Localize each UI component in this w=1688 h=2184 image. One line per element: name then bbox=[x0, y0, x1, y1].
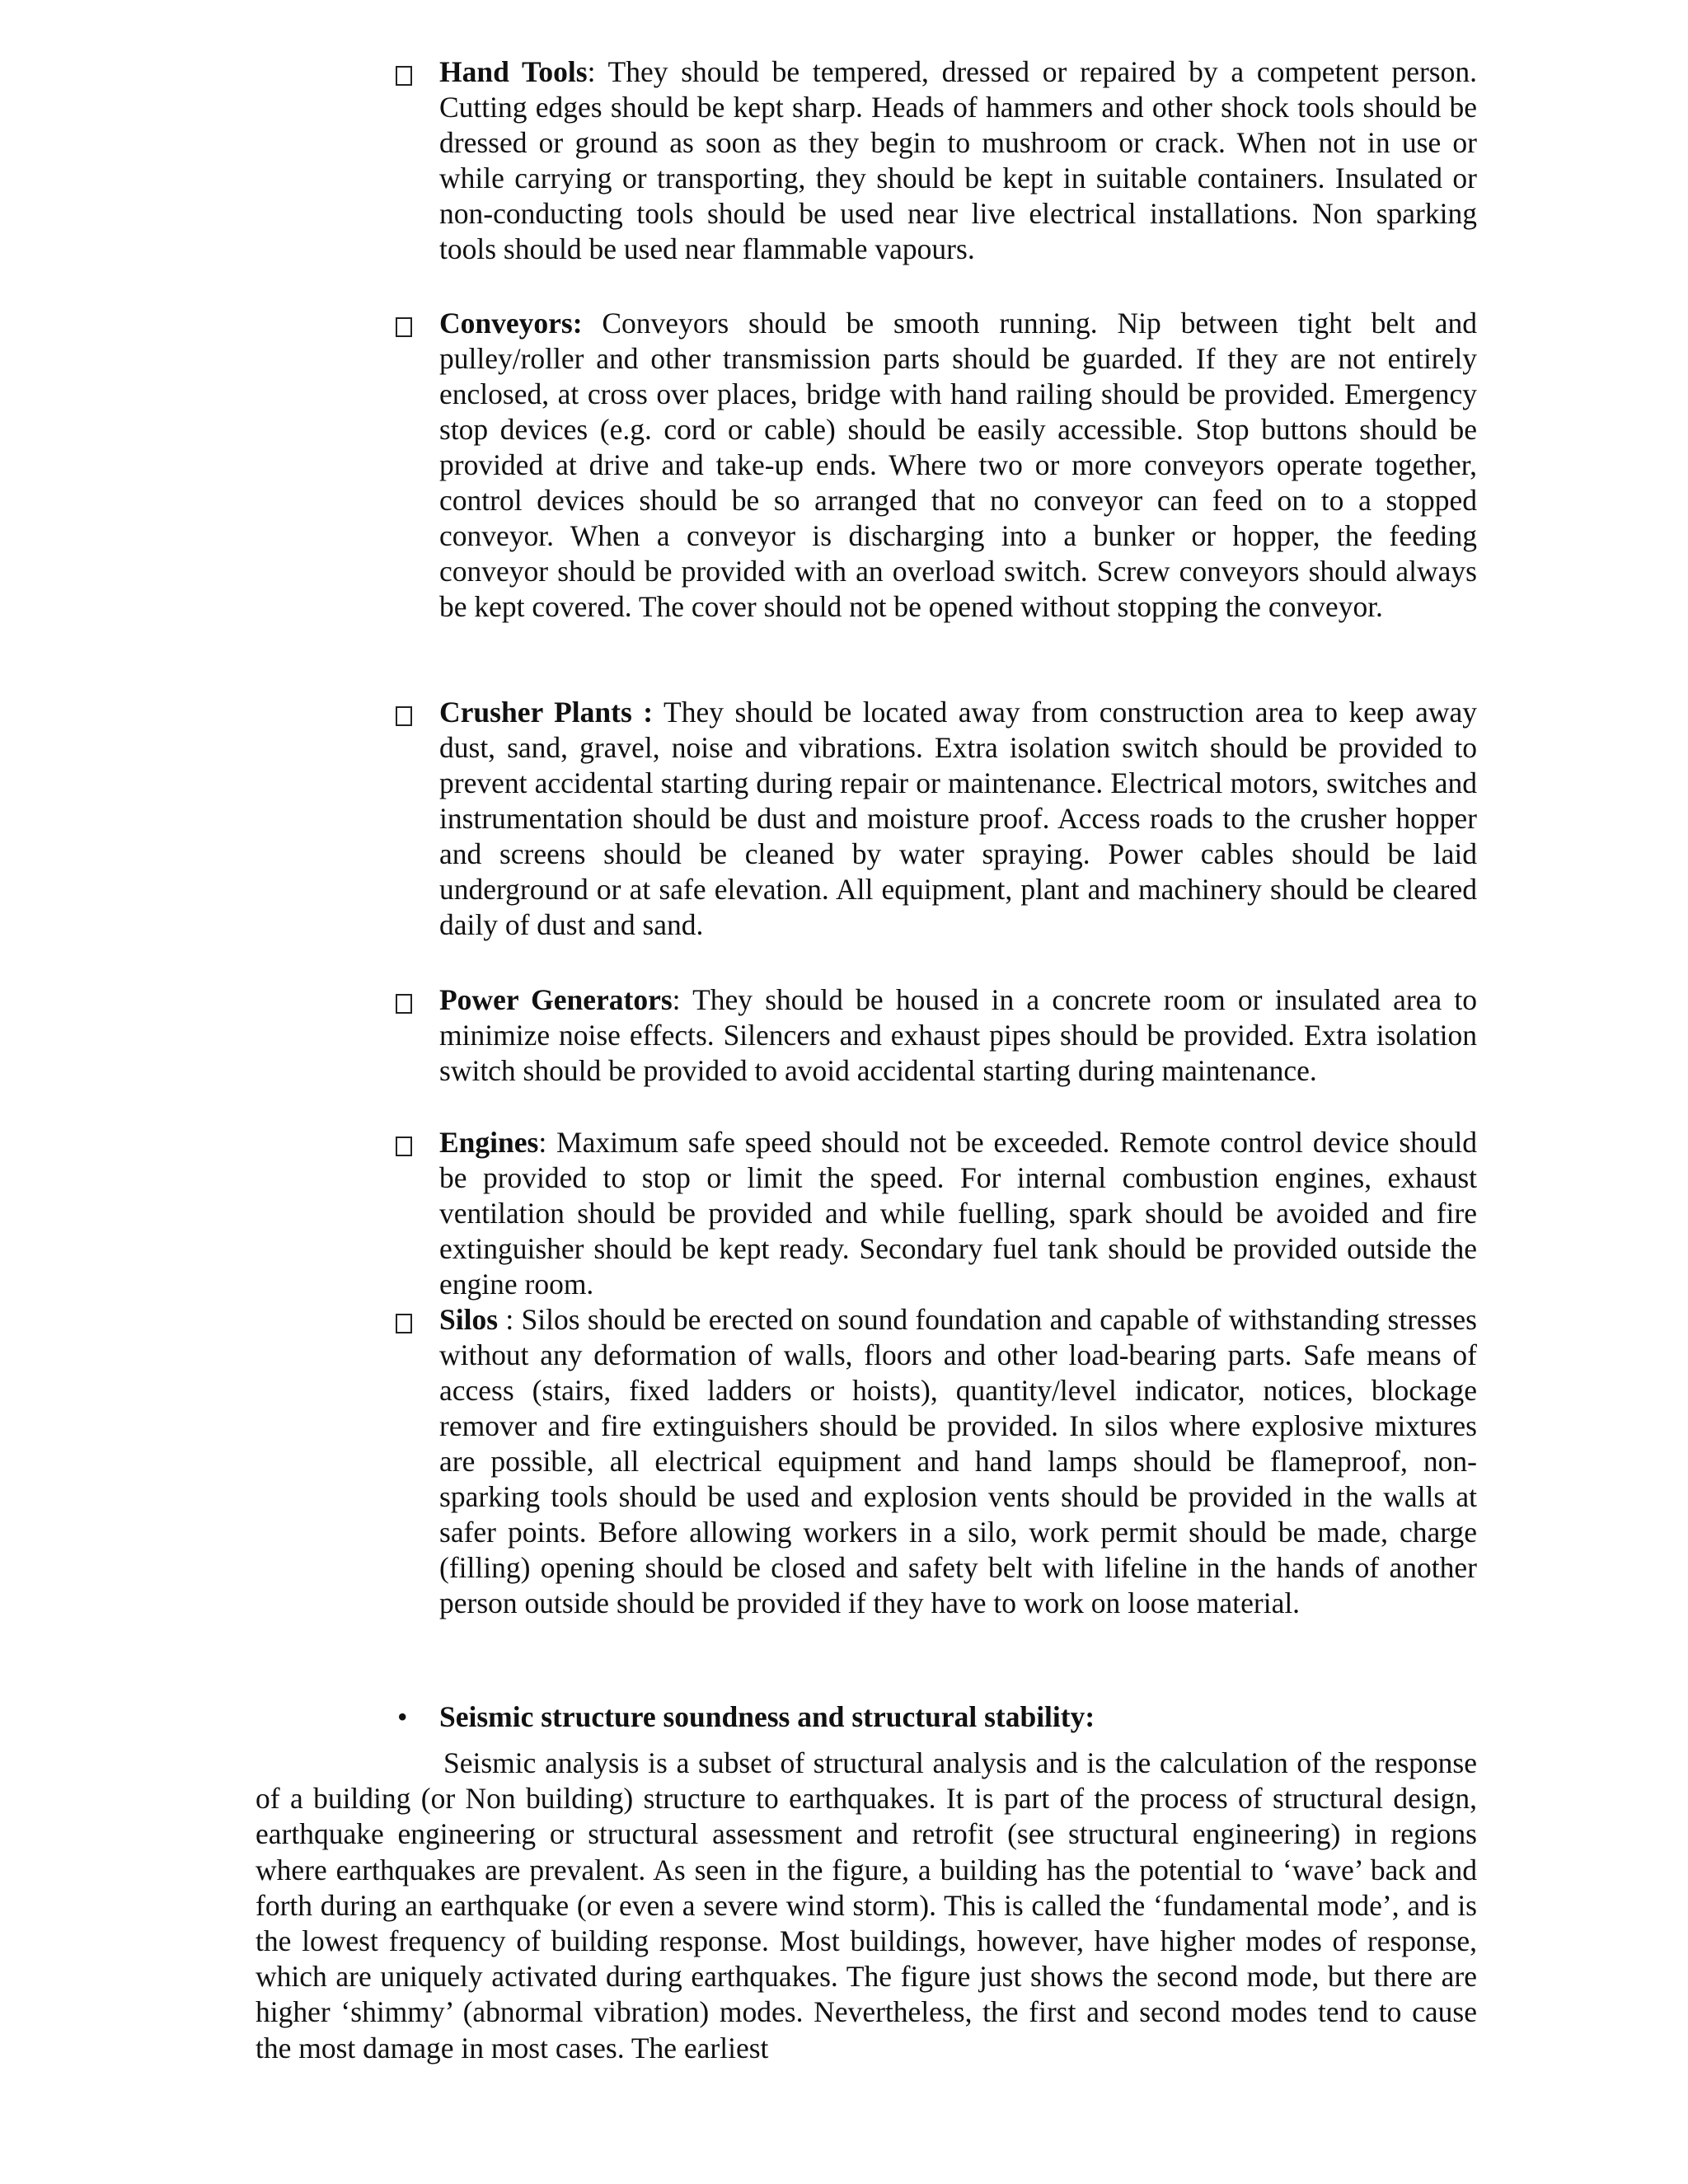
item-term: Conveyors: bbox=[439, 307, 583, 340]
section-heading-text: Seismic structure soundness and structural stability: bbox=[439, 1700, 1095, 1733]
checkbox-bullet-icon bbox=[396, 994, 412, 1014]
item-text bbox=[439, 306, 1477, 625]
item-text bbox=[439, 695, 1477, 943]
body-paragraph: Seismic analysis is a subset of structural analysis and is the calculation of the response of a building (or Non building) structure to earthquakes. It is part of the process of structural design, earthquake engineering or structural assessment and retrofit (see structural engineering) in regions where earthquakes are prevalent. As seen in the figure, a building has the potential to ‘wave’ back and forth during an earthquake (or even a severe wind storm). This is called the ‘fundamental mode’, and is the lowest frequency of building response. Most buildings, however, have higher modes of response, which are uniquely activated during earthquakes. The figure just shows the second mode, but there are higher ‘shimmy’ (abnormal vibration) modes. Nevertheless, the first and second modes tend to cause the most damage in most cases. The earliest bbox=[256, 1746, 1477, 2064]
item-text bbox=[439, 54, 1477, 267]
item-term: Power Generators bbox=[439, 983, 673, 1016]
item-text bbox=[439, 1302, 1477, 1621]
item-body: Conveyors should be smooth running. Nip between tight belt and pulley/roller and other transmission parts should be guarded. If they are not entirely enclosed, at cross over places, bridge with hand railing should be provided. Emergency stop devices (e.g. cord or cable) should be easily accessible. Stop buttons should be provided at drive and take-up ends. Where two or more conveyors operate together, control devices should be so arranged that no conveyor can feed on to a stopped conveyor. When a conveyor is discharging into a bunker or hopper, the feeding conveyor should be provided with an overload switch. Screw conveyors should always be kept covered. The cover should not be opened without stopping the conveyor. bbox=[439, 307, 1477, 623]
item-text bbox=[439, 982, 1477, 1089]
item-body: They should be located away from construction area to keep away dust, sand, gravel, noise and vibrations. Extra isolation switch should be provided to prevent accidental starting during repair or maintenance. Electrical motors, switches and instrumentation should be dust and moisture proof. Access roads to the crusher hopper and screens should be cleaned by water spraying. Power cables should be laid underground or at safe elevation. All equipment, plant and machinery should be cleared daily of dust and sand. bbox=[439, 696, 1477, 941]
item-body: : They should be tempered, dressed or repaired by a competent person. Cutting edges should be kept sharp. Heads of hammers and other shock tools should be dressed or ground as soon as they begin to mushroom or crack. When not in use or while carrying or transporting, they should be kept in suitable containers. Insulated or non-conducting tools should be used near live electrical installations. Non sparking tools should be used near flammable vapours. bbox=[439, 55, 1477, 265]
checkbox-bullet-icon bbox=[396, 706, 412, 726]
checkbox-bullet-icon bbox=[396, 66, 412, 86]
bullet-icon: • bbox=[397, 1700, 408, 1733]
item-body: : Silos should be erected on sound foundation and capable of withstanding stresses without any deformation of walls, floors and other load-bearing parts. Safe means of access (stairs, fixed ladders or hoists), quantity/level indicator, notices, blockage remover and fire extinguishers should be provided. In silos where explosive mixtures are possible, all electrical equipment and hand lamps should be flameproof, non-sparking tools should be used and explosion vents should be provided in the walls at safer points. Before allowing workers in a silo, work permit should be made, charge (filling) opening should be closed and safety belt with lifeline in the hands of another person outside should be provided if they have to work on loose material. bbox=[439, 1303, 1477, 1619]
checkbox-bullet-icon bbox=[396, 1314, 412, 1333]
checkbox-bullet-icon bbox=[396, 1137, 412, 1156]
item-body: : Maximum safe speed should not be exceeded. Remote control device should be provided to stop or limit the speed. For internal combustion engines, exhaust ventilation should be provided and while fuelling, spark should be avoided and fire extinguisher should be kept ready. Secondary fuel tank should be provided outside the engine room. bbox=[439, 1126, 1477, 1301]
item-term: Silos bbox=[439, 1303, 499, 1336]
checkbox-bullet-icon bbox=[396, 317, 412, 337]
item-text bbox=[439, 1125, 1477, 1302]
item-term: Crusher Plants : bbox=[439, 696, 654, 729]
item-term: Engines bbox=[439, 1126, 539, 1159]
item-body: : They should be housed in a concrete room or insulated area to minimize noise effects. Silencers and exhaust pipes should be provided. Extra isolation switch should be provided to avoid accidental starting during maintenance. bbox=[439, 983, 1477, 1087]
item-term: Hand Tools bbox=[439, 55, 588, 88]
